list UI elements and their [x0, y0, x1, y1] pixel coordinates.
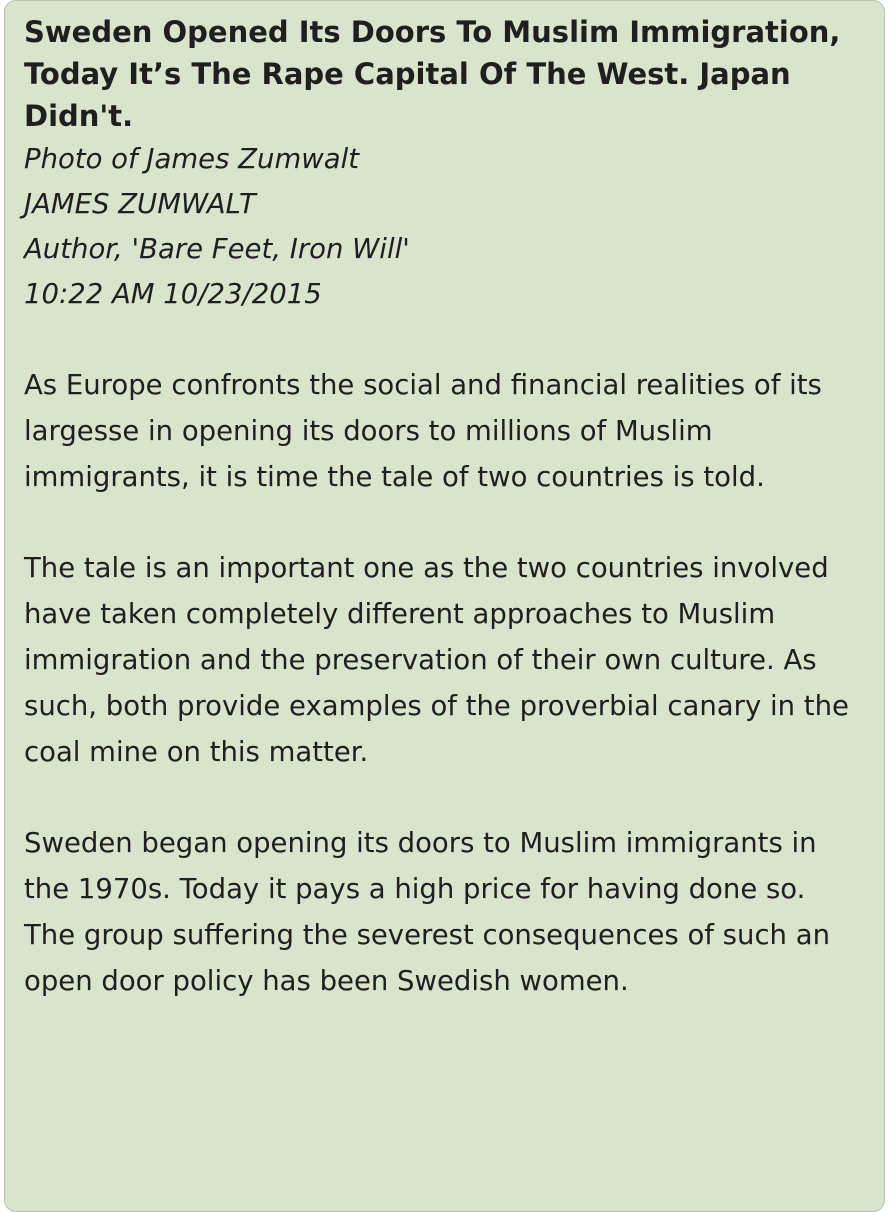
photo-caption: Photo of James Zumwalt: [24, 143, 359, 175]
article-headline: Sweden Opened Its Doors To Muslim Immigration, Today It’s The Rape Capital Of The West. Japan Didn't.: [24, 15, 841, 133]
article-paragraph: The tale is an important one as the two countries involved have taken completely different approaches to Muslim immigration and the preservation of their own culture. As such, both provide examples of the proverbial canary in the coal mine on this matter.: [24, 552, 849, 768]
article-paragraph: As Europe confronts the social and financial realities of its largesse in opening its doors to millions of Muslim immigrants, it is time the tale of two countries is told.: [24, 369, 822, 493]
spacer: [24, 317, 884, 362]
article-card: [4, 0, 885, 1212]
spacer: [24, 500, 884, 545]
spacer: [24, 775, 884, 820]
article-paragraph: Sweden began opening its doors to Muslim immigrants in the 1970s. Today it pays a high price for having done so. The group suffering the severest consequences of such an open door policy has been Swedish women.: [24, 827, 831, 997]
author-name: JAMES ZUMWALT: [24, 188, 256, 220]
author-title: Author, 'Bare Feet, Iron Will': [24, 233, 410, 265]
article-timestamp: 10:22 AM 10/23/2015: [24, 278, 322, 310]
article-meta: [24, 137, 884, 317]
